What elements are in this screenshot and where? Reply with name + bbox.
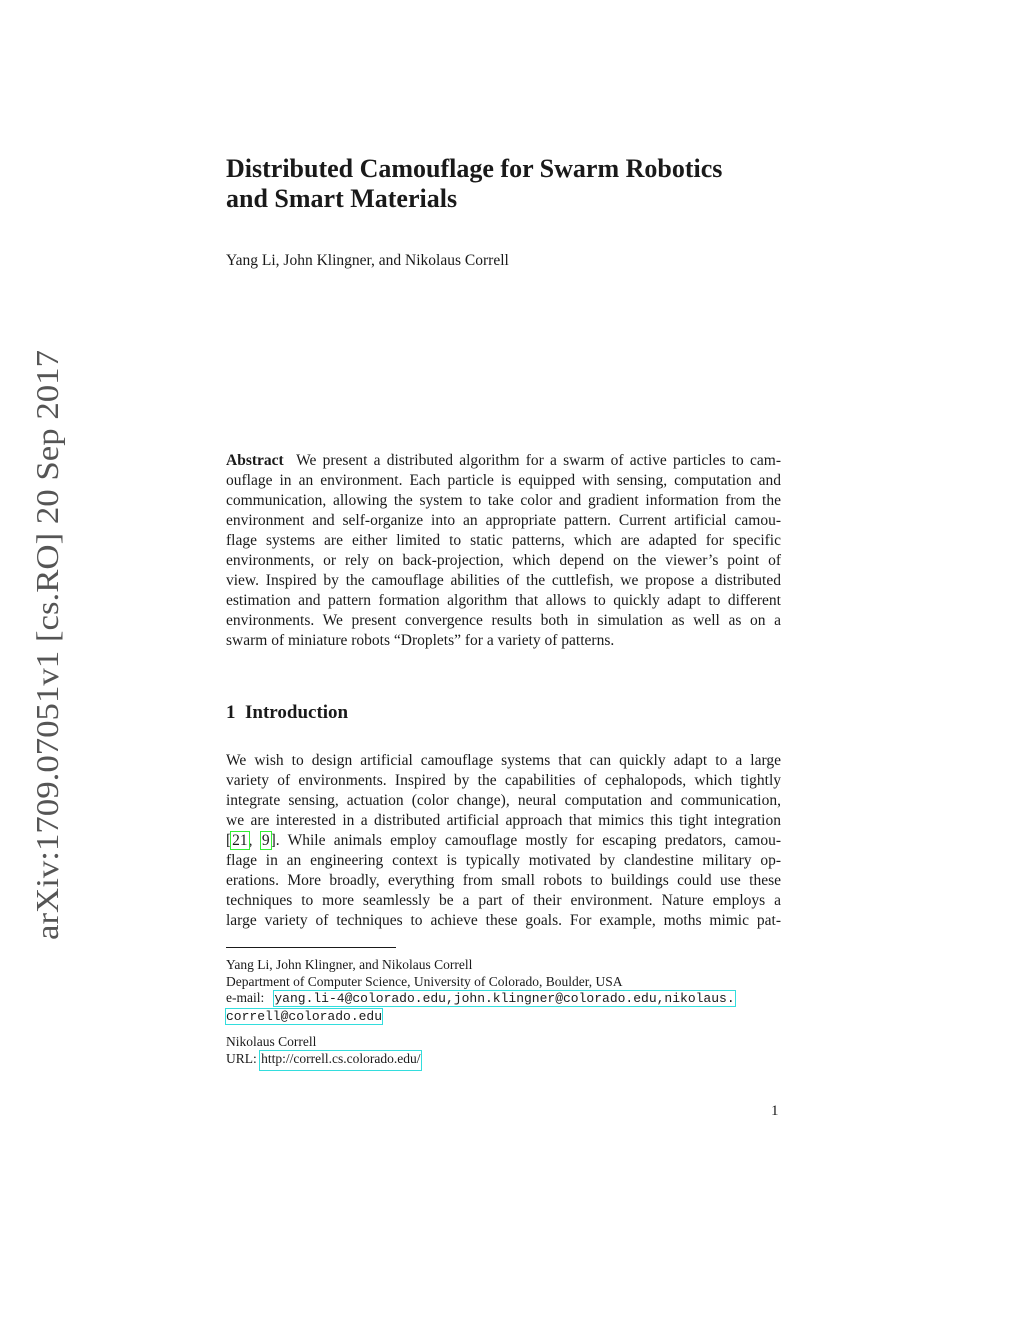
intro-line: We wish to design artificial camouflage systems that can quickly adapt to a large bbox=[226, 752, 781, 769]
section-title: Introduction bbox=[245, 702, 349, 723]
email-link-continued[interactable]: correll@colorado.edu bbox=[226, 1008, 383, 1024]
abstract-line: environment and self-organize into an appropriate pattern. Current artificial camou- bbox=[226, 512, 781, 529]
url-label: URL: bbox=[226, 1050, 257, 1066]
abstract-line: view. Inspired by the camouflage abilities of the cuttlefish, we propose a distributed bbox=[226, 572, 781, 589]
footnote-authors: Yang Li, John Klingner, and Nikolaus Correll bbox=[226, 957, 473, 972]
homepage-link[interactable]: http://correll.cs.colorado.edu/ bbox=[260, 1051, 421, 1070]
citation-link-9[interactable]: 9 bbox=[261, 832, 270, 849]
page-number: 1 bbox=[771, 1103, 779, 1119]
footnote-affiliation: Department of Computer Science, University of Colorado, Boulder, USA bbox=[226, 973, 623, 989]
title-line-2: and Smart Materials bbox=[226, 184, 458, 213]
section-heading bbox=[226, 702, 348, 724]
footnote-email-row-2 bbox=[226, 1008, 786, 1026]
email-label: e-mail: bbox=[226, 990, 265, 1005]
authors: Yang Li, John Klingner, and Nikolaus Correll bbox=[226, 252, 509, 269]
intro-paragraph bbox=[226, 751, 781, 931]
abstract-line: flage systems are either limited to static patterns, which are adapted for specific bbox=[226, 532, 781, 549]
intro-line-citation: [21, 9]. While animals employ camouflage mostly for escaping predators, camou- bbox=[226, 832, 782, 849]
abstract-label: Abstract bbox=[226, 452, 284, 469]
intro-line: integrate sensing, actuation (color change), neural computation and communication, bbox=[226, 792, 781, 809]
section-number: 1 bbox=[226, 702, 236, 723]
abstract-line: environments. We present convergence results both in simulation as well as on a bbox=[226, 612, 781, 629]
footnote-name: Nikolaus Correll bbox=[226, 1034, 317, 1049]
intro-line: large variety of techniques to achieve these goals. For example, moths mimic pat- bbox=[226, 912, 781, 929]
email-link[interactable]: yang.li-4@colorado.edu,john.klingner@colorado.edu,nikolaus. bbox=[274, 991, 735, 1006]
intro-line: we are interested in a distributed artificial approach that mimics this tight integration bbox=[226, 812, 781, 829]
intro-line: variety of environments. Inspired by the capabilities of cephalopods, which tightly bbox=[226, 772, 781, 789]
citation-link-21[interactable]: 21 bbox=[232, 832, 248, 849]
abstract-line: communication, allowing the system to take color and gradient information from the bbox=[226, 492, 781, 509]
intro-line: erations. More broadly, everything from small robots to buildings could use these bbox=[226, 872, 781, 889]
paper-title bbox=[226, 154, 806, 214]
footnote-url-row bbox=[226, 1051, 786, 1068]
abstract-line: environments, or rely on back-projection, which depend on the viewer’s point of bbox=[226, 552, 781, 569]
title-line-1: Distributed Camouflage for Swarm Robotics bbox=[226, 154, 723, 183]
footnote-email-row bbox=[226, 990, 786, 1008]
arxiv-stamp-text: arXiv:1709.07051v1 [cs.RO] 20 Sep 2017 bbox=[29, 397, 65, 940]
abstract-line: swarm of miniature robots “Droplets” for a variety of patterns. bbox=[226, 632, 615, 649]
intro-line: flage in an engineering context is typically motivated by clandestine military op- bbox=[226, 852, 781, 869]
abstract bbox=[226, 451, 781, 651]
abstract-line: We present a distributed algorithm for a swarm of active particles to cam- bbox=[296, 452, 782, 469]
abstract-line: ouflage in an environment. Each particle is equipped with sensing, computation and bbox=[226, 472, 781, 489]
footnote bbox=[226, 957, 786, 1067]
arxiv-stamp bbox=[0, 0, 80, 1325]
intro-line: techniques to more seamlessly be a part of their environment. Nature employs a bbox=[226, 892, 781, 909]
footnote-rule bbox=[226, 947, 396, 948]
abstract-line: estimation and pattern formation algorithm that allows to quickly adapt to different bbox=[226, 592, 781, 609]
